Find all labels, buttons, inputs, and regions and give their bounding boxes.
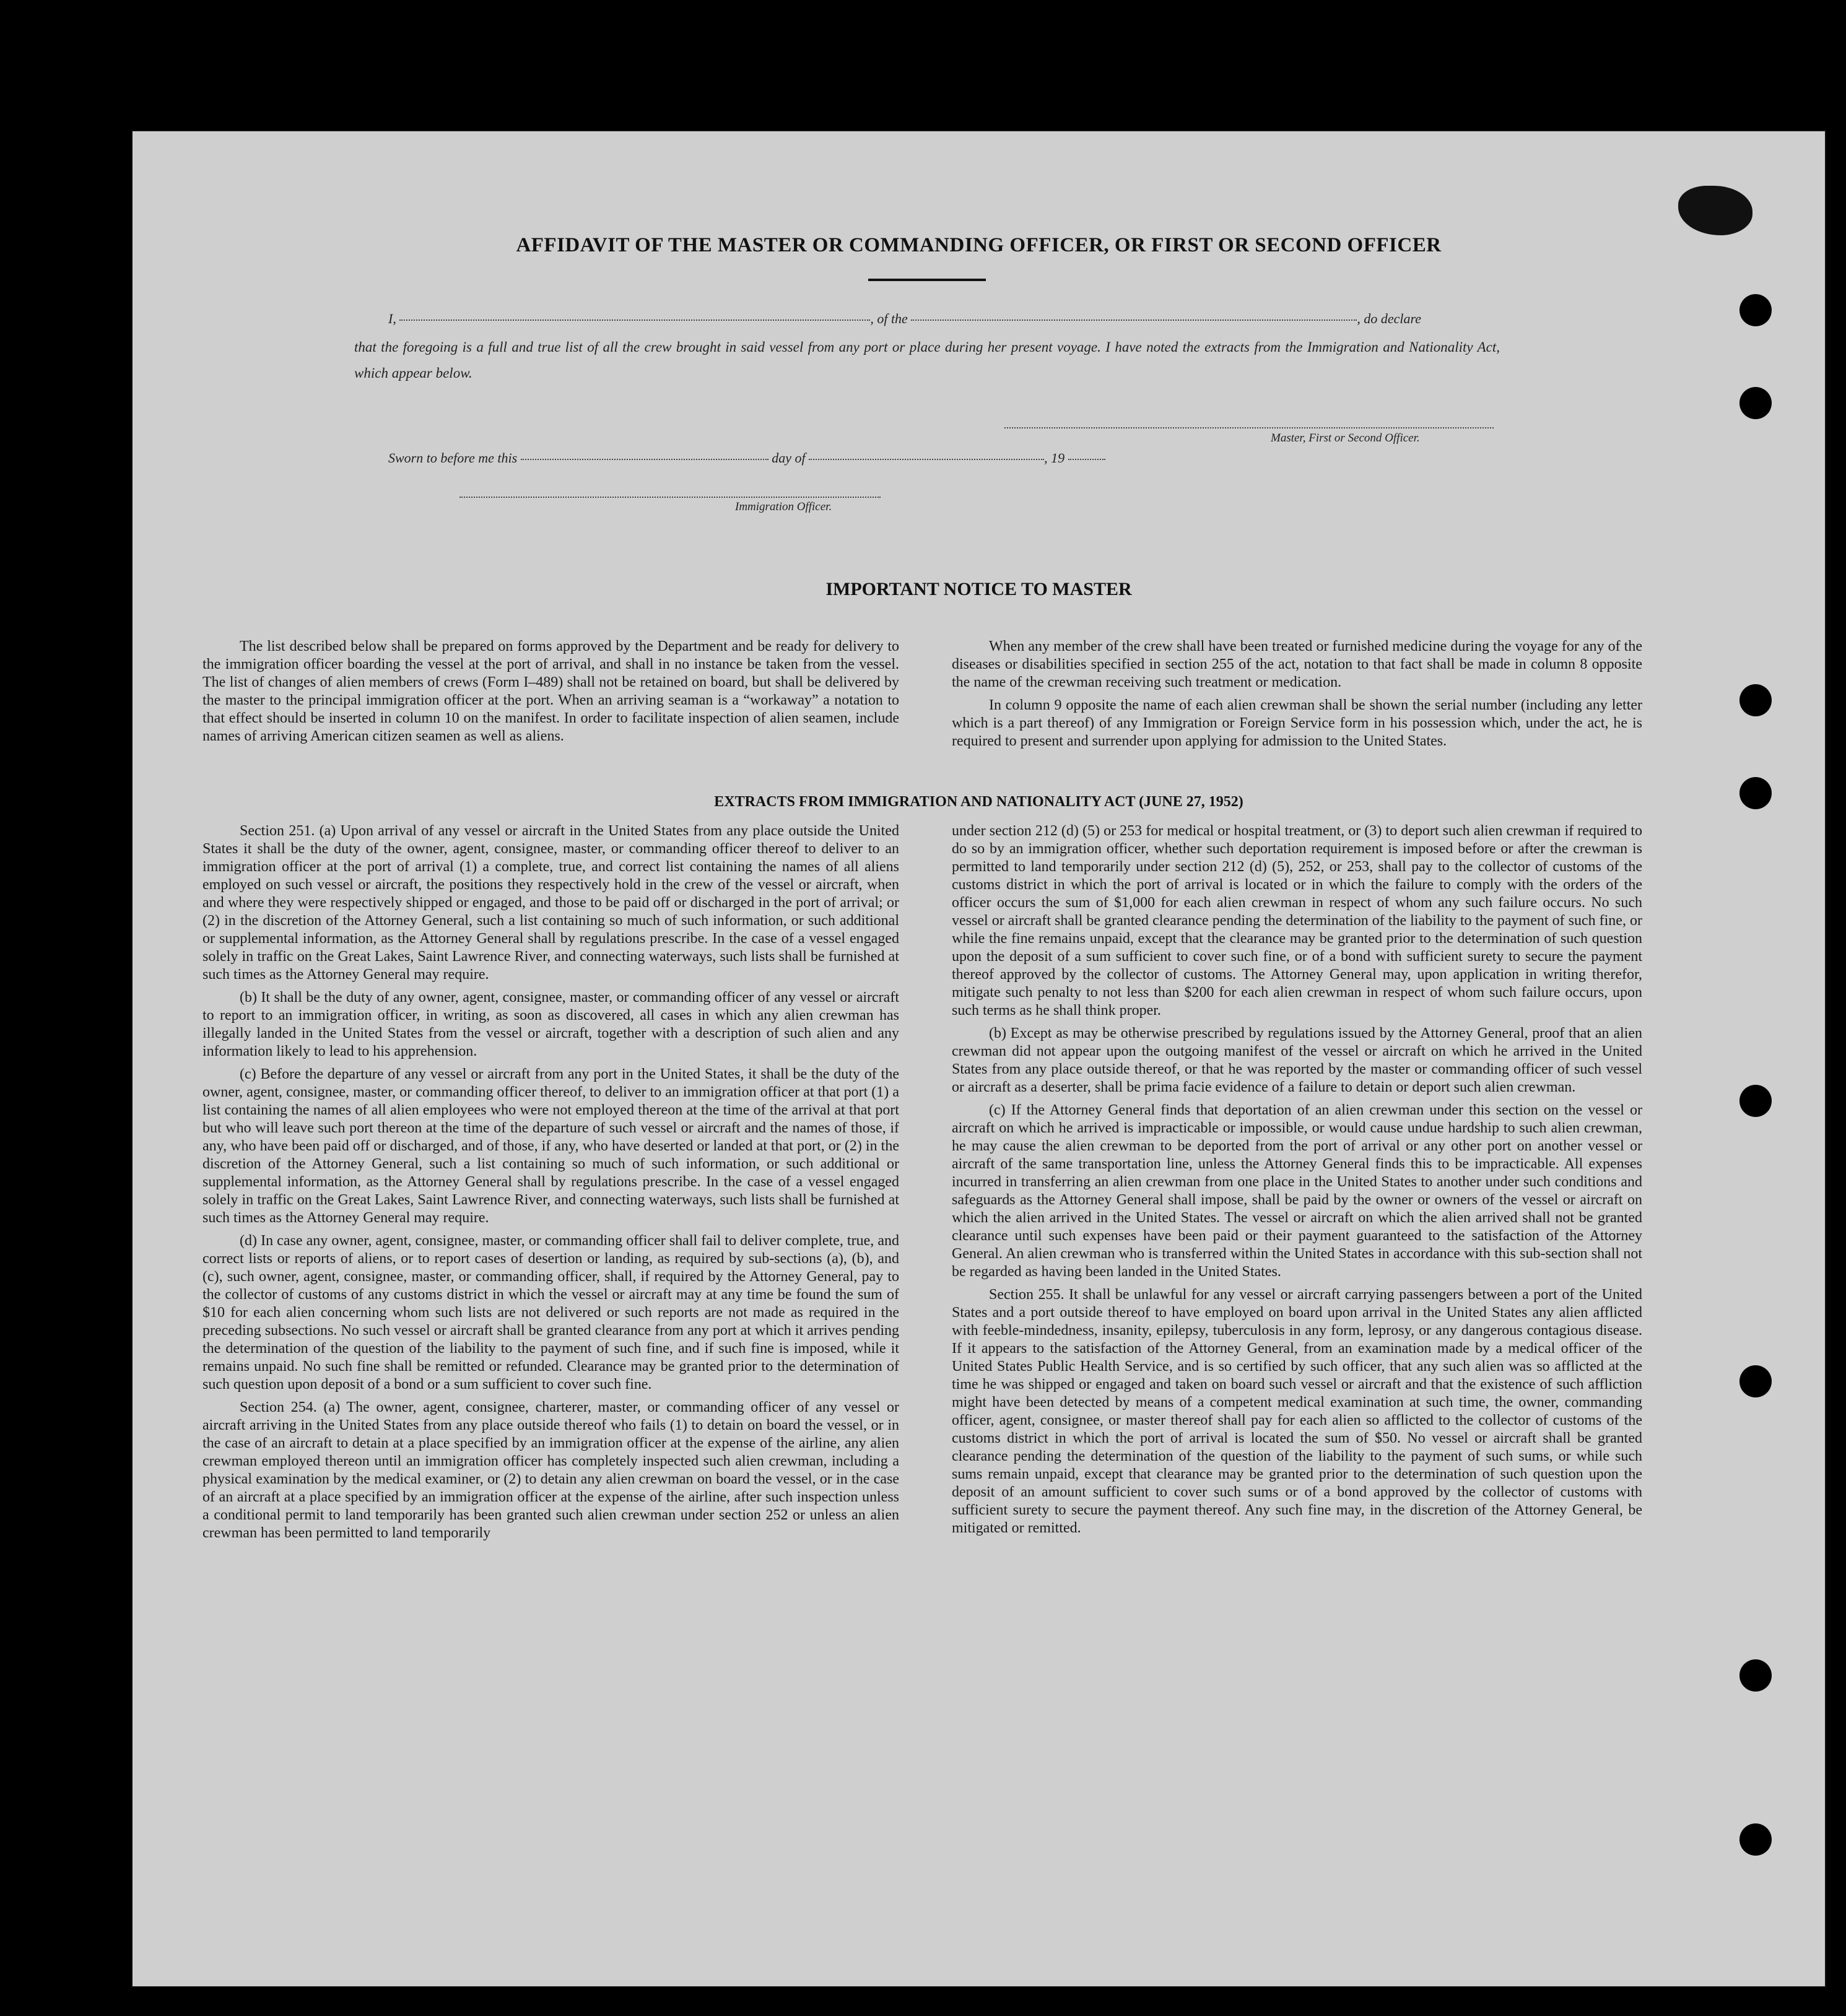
notice-paragraph: The list described below shall be prepared on forms approved by the Department and be ready for delivery to the immigration officer boarding the vessel at the port of arrival, and shall in no instance be taken from the vessel. The list of changes of alien members of crews (Form I–489) shall not be retained on board, but shall be delivered by the master to the principal immigration officer at the port. When an arriving seaman is a “workaway” a notation to that effect should be inserted in column 10 on the manifest. In order to facilitate inspection of alien seamen, include names of arriving American citizen seamen as well as aliens. [202,638,899,744]
sworn-label: Sworn to before me this [388,450,518,466]
section-paragraph: (b) It shall be the duty of any owner, agent, consignee, master, or commanding officer of any vessel or aircraft to report to an immigration officer, in writing, as soon as discovered, all cases in which any alien crewman has illegally landed in the United States from the vessel or aircraft, together with a description of such alien and any information likely to lead to his apprehension. [202,989,899,1059]
master-signature-caption: Master, First or Second Officer. [1271,432,1420,445]
title-rule [868,279,986,281]
declaration-line [388,311,1421,327]
extracts-title: EXTRACTS FROM IMMIGRATION AND NATIONALITY ACT (JUNE 27, 1952) [714,794,1243,810]
affidavit-title: AFFIDAVIT OF THE MASTER OR COMMANDING OFFICER, OR FIRST OR SECOND OFFICER [516,234,1442,256]
notice-left-column [202,638,899,750]
section-paragraph: (c) Before the departure of any vessel or aircraft from any port in the United States, it shall be the duty of the owner, agent, consignee, master, or commanding officer thereof, to deliver to an immigration officer at that port (1) a list containing the names of all alien employees who were not employed thereon at the time of the arrival at that port but who will leave such port thereon at the time of the departure of such vessel or aircraft and the names of those, if any, who have been paid off or discharged, and of those, if any, who have deserted or landed at that port, or (2) in the discretion of the Attorney General, such a list containing so much of such information, or such additional or supplemental information, as the Attorney General shall by regulations prescribe. In the case of a vessel engaged solely in traffic on the Great Lakes, Saint Lawrence River, and connecting waterways, such lists shall be furnished at such times as the Attorney General may require. [202,1066,899,1226]
section-paragraph: (b) Except as may be otherwise prescribed by regulations issued by the Attorney General, proof that an alien crewman did not appear upon the outgoing manifest of the vessel or aircraft on which he arrived in the United States from any place outside thereof, or that he was reported by the master or commanding officer of such vessel or aircraft as a deserter, shall be prima facie evidence of a failure to detain or deport such alien crewman. [952,1025,1642,1095]
officer-signature-caption: Immigration Officer. [735,500,832,513]
sworn-month-field[interactable] [809,459,1044,460]
year-label: , 19 [1044,450,1065,466]
section-paragraph: Section 254. (a) The owner, agent, consignee, charterer, master, or commanding officer of any vessel or aircraft arriving in the United States from any place outside thereof who fails (1) to detain on board the vessel, or in the case of an aircraft to detain at a place specified by an immigration officer at the expense of the airline, any alien crewman employed thereon until an immigration officer has completely inspected such alien crewman, including a physical examination by the medical examiner, or (2) to detain any alien crewman on board the vessel, or in the case of an aircraft at a place specified by an immigration officer at the expense of the airline, after such inspection unless a conditional permit to land temporarily has been granted such alien crewman under section 252 or unless an alien crewman has been permitted to land temporarily [202,1399,899,1541]
sworn-line [388,450,1105,466]
vessel-name-field[interactable] [911,319,1357,321]
declarant-name-field[interactable] [399,319,870,321]
do-declare-label: , do declare [1357,311,1421,326]
master-signature-line[interactable] [1004,427,1494,428]
declaration-text: that the foregoing is a full and true list of all the crew brought in said vessel from any port or place during her present voyage. I have noted the extracts from the Immigration and Nationality Act, which appear below. [354,339,1500,381]
day-of-label: day of [772,450,806,466]
notice-paragraph: In column 9 opposite the name of each alien crewman shall be shown the serial number (including any letter which is a part thereof) of any Immigration or Foreign Service form in his possession which, under the act, he is required to present and surrender upon applying for admission to the United States. [952,697,1642,749]
section-paragraph: under section 212 (d) (5) or 253 for medical or hospital treatment, or (3) to deport such alien crewman if required to do so by an immigration officer, whether such deportation requirement is imposed before or after the crewman is permitted to land temporarily under section 212 (d) (5), 252, or 253, shall pay to the collector of customs of the customs district in which the port of arrival is located or in which the failure to comply with the orders of the officer occurs the sum of $1,000 for each alien crewman in respect of whom any such failure occurs. No such vessel or aircraft shall be granted clearance pending the determination of the liability to the payment of such fine, or while the fine remains unpaid, except that the clearance may be granted prior to the determination of such question upon the deposit of a sum sufficient to cover such fine, or of a bond with sufficient surety to secure the payment thereof approved by the collector of customs. The Attorney General may, upon application in writing therefor, mitigate such penalty to not less than $200 for each alien crewman in respect of whom such failure occurs, upon such terms as he shall think proper. [952,823,1642,1019]
of-the-label: , of the [870,311,908,326]
extracts-left-column [202,822,899,1547]
notice-paragraph: When any member of the crew shall have been treated or furnished medicine during the voyage for any of the diseases or disabilities specified in section 255 of the act, notation to that fact shall be made in column 8 opposite the name of the crewman receiving such treatment or medication. [952,638,1642,690]
notice-right-column [952,638,1642,755]
notice-title: IMPORTANT NOTICE TO MASTER [825,579,1132,599]
section-paragraph: Section 251. (a) Upon arrival of any vessel or aircraft in the United States from any place outside the United States it shall be the duty of the owner, agent, consignee, master, or commanding officer thereof to deliver to an immigration officer at the port of arrival (1) a complete, true, and correct list containing the names of all aliens employed on such vessel or aircraft, the positions they respectively hold in the crew of the vessel or aircraft, when and where they were respectively shipped or engaged, and those to be paid off or discharged in the port of arrival; or (2) in the discretion of the Attorney General, such a list containing so much of such information, or such additional or supplemental information, as the Attorney General shall by regulations prescribe. In the case of a vessel engaged solely in traffic on the Great Lakes, Saint Lawrence River, and connecting waterways, such lists shall be furnished at such times as the Attorney General may require. [202,823,899,983]
declarant-label: I, [388,311,396,326]
sworn-year-field[interactable] [1068,459,1105,460]
section-paragraph: Section 255. It shall be unlawful for any vessel or aircraft carrying passengers between a port of the United States and a port outside thereof to have employed on board upon arrival in the United States any alien afflicted with feeble-mindedness, insanity, epilepsy, tuberculosis in any form, leprosy, or any dangerous contagious disease. If it appears to the satisfaction of the Attorney General, from an examination made by a medical officer of the United States Public Health Service, and is so certified by such officer, that any such alien was so afflicted at the time he was shipped or engaged and taken on board such vessel or aircraft and that the existence of such affliction might have been detected by means of a competent medical examination at such time, the owner, commanding officer, agent, consignee, or master thereof shall pay for each alien so afflicted to the collector of customs of the customs district in which the port of arrival is located the sum of $50. No vessel or aircraft shall be granted clearance pending the determination of the question of the liability to the payment of such sums, or while such sums remain unpaid, except that clearance may be granted prior to the determination of such question upon the deposit of an amount sufficient to cover such sums or of a bond approved by the collector of customs with sufficient surety to secure the payment thereof. Any such fine may, in the discretion of the Attorney General, be mitigated or remitted. [952,1287,1642,1536]
extracts-right-column [952,822,1642,1542]
section-paragraph: (d) In case any owner, agent, consignee, master, or commanding officer shall fail to deliver complete, true, and correct lists or reports of aliens, or to report cases of desertion or landing, as required by sub-sections (a), (b), and (c), such owner, agent, consignee, master, or commanding officer, shall, if required by the Attorney General, pay to the collector of customs of any customs district in which the vessel or aircraft may at any time be found the sum of $10 for each alien concerning whom such lists are not delivered or such reports are not made as required in the preceding subsections. No such vessel or aircraft shall be granted clearance from any port at which it arrives pending the determination of the question of the liability to the payment of such fine, and if such fine is imposed, while it remains unpaid. No such fine shall be remitted or refunded. Clearance may be granted prior to the determination of such question upon deposit of a bond or a sum sufficient to cover such fine. [202,1233,899,1393]
sworn-day-field[interactable] [521,459,768,460]
officer-signature-line[interactable] [459,497,881,498]
section-paragraph: (c) If the Attorney General finds that deportation of an alien crewman under this section on the vessel or aircraft on which he arrived is impracticable or impossible, or would cause undue hardship to such alien crewman, he may cause the alien crewman to be deported from the port of arrival or any other port on another vessel or aircraft of the same transportation line, unless the Attorney General finds this to be impracticable. All expenses incurred in transferring an alien crewman from one place in the United States to another under such conditions and safeguards as the Attorney General shall impose, shall be paid by the owner or owners of the vessel or aircraft on which the alien arrived in the United States. The vessel or aircraft on which the alien arrived shall not be granted clearance until such expenses have been paid or their payment guaranteed to the satisfaction of the Attorney General. An alien crewman who is transferred within the United States in accordance with this sub-section shall not be regarded as having been landed in the United States. [952,1102,1642,1280]
